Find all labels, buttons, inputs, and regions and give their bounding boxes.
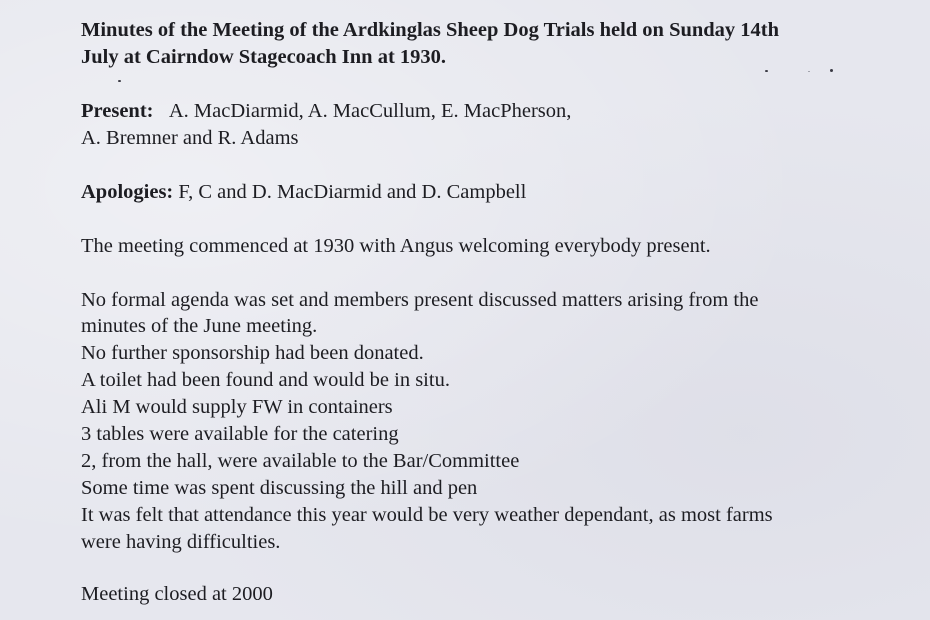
present-label: Present:	[81, 100, 154, 122]
present-line-1	[81, 101, 571, 122]
body-line: Some time was spent discussing the hill and pen	[81, 477, 478, 499]
apologies-names: F, C and D. MacDiarmid and D. Campbell	[178, 181, 527, 203]
body-line: minutes of the June meeting.	[81, 315, 318, 337]
body-line: Ali M would supply FW in containers	[81, 396, 393, 418]
body-line: 2, from the hall, were available to the Bar/Committee	[81, 450, 520, 472]
present-names-1: A. MacDiarmid, A. MacCullum, E. MacPherson,	[168, 100, 572, 122]
speck-mark	[765, 70, 768, 72]
present-names-2: A. Bremner and R. Adams	[81, 127, 299, 149]
title-line-1: Minutes of the Meeting of the Ardkinglas Sheep Dog Trials held on Sunday 14th	[81, 19, 780, 41]
apologies-line	[81, 182, 526, 203]
body-line: It was felt that attendance this year would be very weather dependant, as most farms	[81, 504, 773, 526]
body-line: A toilet had been found and would be in situ.	[81, 369, 450, 391]
body-line: No further sponsorship had been donated.	[81, 342, 424, 364]
body-line: were having difficulties.	[81, 531, 281, 553]
speck-mark	[808, 71, 810, 72]
speck-mark	[830, 69, 833, 72]
opening-paragraph: The meeting commenced at 1930 with Angus welcoming everybody present.	[81, 235, 711, 257]
body-line: 3 tables were available for the catering	[81, 423, 399, 445]
closing-line: Meeting closed at 2000	[81, 583, 273, 605]
title-line-2: July at Cairndow Stagecoach Inn at 1930.	[81, 46, 447, 68]
body-line: No formal agenda was set and members present discussed matters arising from the	[81, 289, 759, 311]
apologies-label: Apologies:	[81, 181, 174, 203]
speck-mark	[118, 80, 121, 82]
